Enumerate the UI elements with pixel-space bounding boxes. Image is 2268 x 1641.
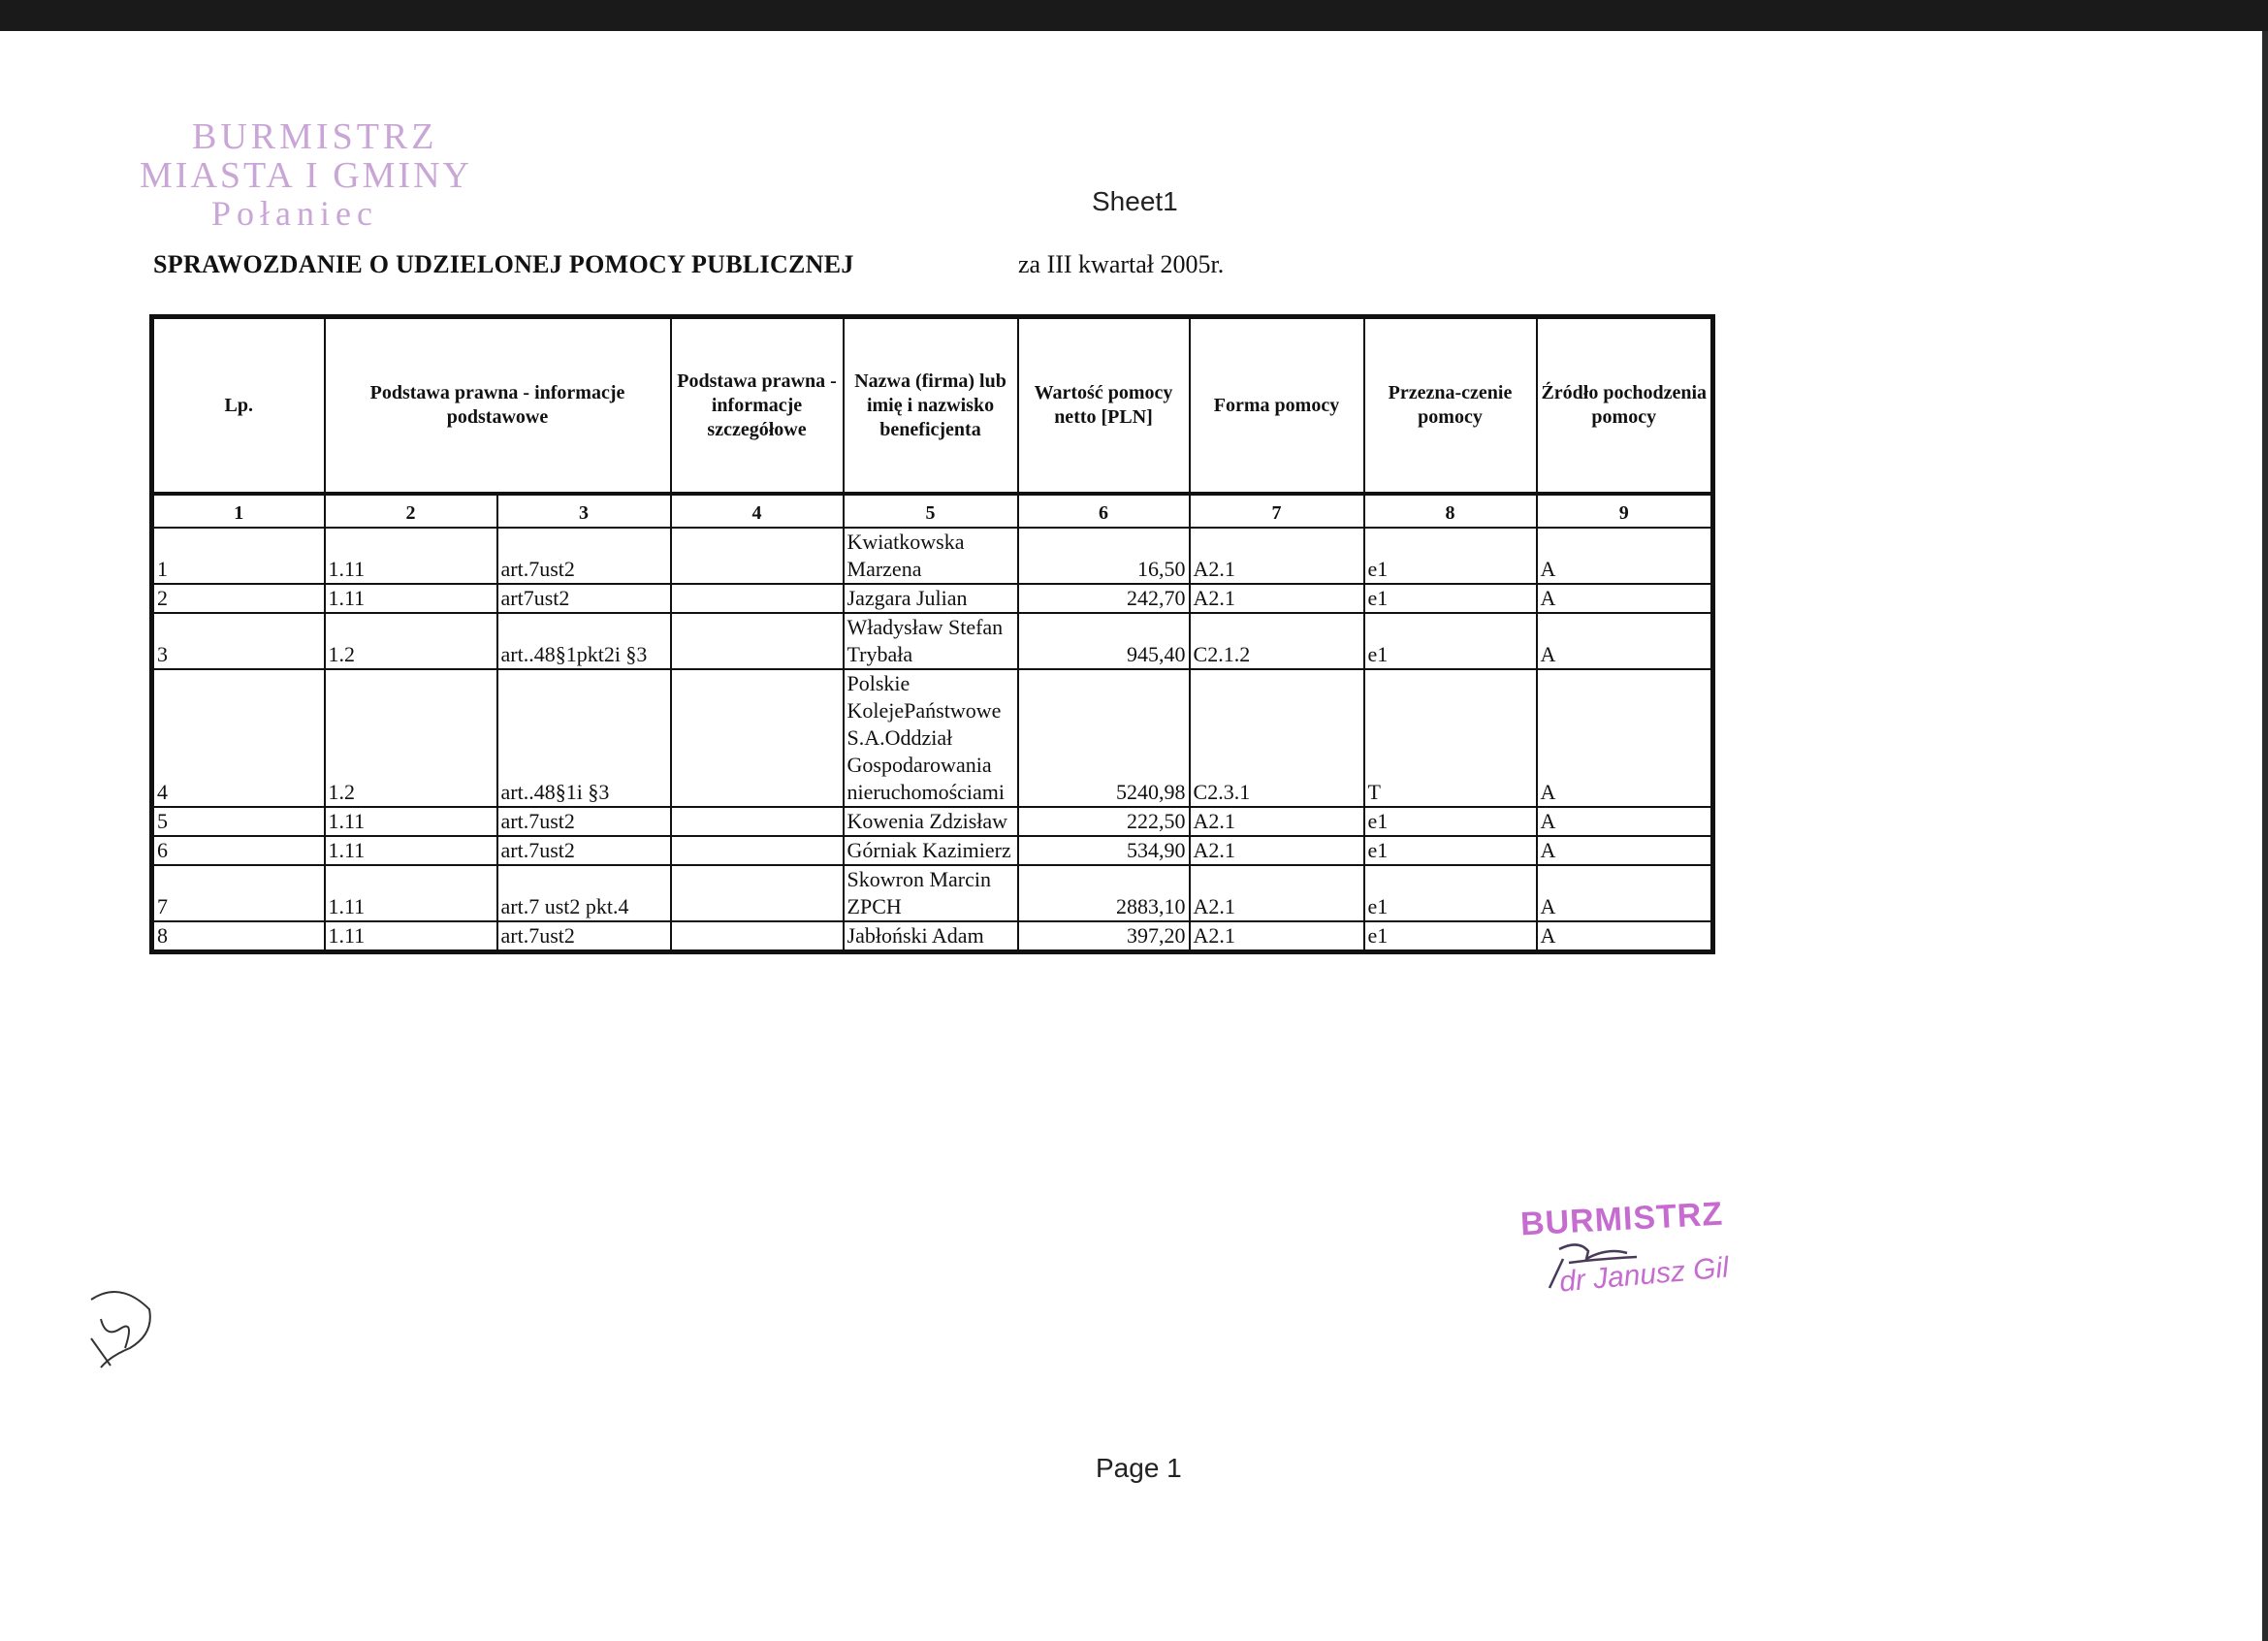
stamp-line-3: Połaniec bbox=[211, 193, 378, 233]
table-row bbox=[152, 921, 1713, 952]
handwritten-mark-icon bbox=[81, 1280, 159, 1377]
cell-lp: 1 bbox=[152, 528, 325, 584]
cell-source: A bbox=[1537, 836, 1713, 865]
cell-basis: 1.11 bbox=[325, 865, 497, 921]
cell-source: A bbox=[1537, 865, 1713, 921]
header-aid-value: Wartość pomocy netto [PLN] bbox=[1018, 317, 1190, 495]
table-row bbox=[152, 528, 1713, 584]
scan-right-border bbox=[2262, 31, 2268, 1641]
cell-detail bbox=[671, 584, 844, 613]
cell-basis: 1.11 bbox=[325, 836, 497, 865]
cell-beneficiary: Jazgara Julian bbox=[844, 584, 1018, 613]
cell-detail bbox=[671, 865, 844, 921]
column-number: 5 bbox=[844, 494, 1018, 528]
cell-form: A2.1 bbox=[1190, 528, 1364, 584]
table-row bbox=[152, 613, 1713, 669]
cell-purpose: e1 bbox=[1364, 584, 1537, 613]
mayor-signature-stamp bbox=[1520, 1191, 1811, 1317]
cell-form: A2.1 bbox=[1190, 807, 1364, 836]
column-number: 4 bbox=[671, 494, 844, 528]
cell-article: art..48§1pkt2i §3 bbox=[497, 613, 671, 669]
report-title: SPRAWOZDANIE O UDZIELONEJ POMOCY PUBLICZNEJ bbox=[153, 250, 854, 278]
header-basic-basis: Podstawa prawna - informacje podstawowe bbox=[325, 317, 671, 495]
cell-detail bbox=[671, 836, 844, 865]
header-detailed-basis: Podstawa prawna - informacje szczegółowe bbox=[671, 317, 844, 495]
cell-basis: 1.11 bbox=[325, 921, 497, 952]
cell-purpose: e1 bbox=[1364, 613, 1537, 669]
cell-value: 16,50 bbox=[1018, 528, 1190, 584]
cell-form: A2.1 bbox=[1190, 584, 1364, 613]
scan-top-border bbox=[0, 0, 2268, 31]
cell-article: art.7ust2 bbox=[497, 836, 671, 865]
cell-value: 945,40 bbox=[1018, 613, 1190, 669]
cell-form: A2.1 bbox=[1190, 921, 1364, 952]
cell-beneficiary: Górniak Kazimierz bbox=[844, 836, 1018, 865]
cell-value: 397,20 bbox=[1018, 921, 1190, 952]
signature-name: dr Janusz Gil bbox=[1557, 1251, 1731, 1299]
cell-purpose: e1 bbox=[1364, 865, 1537, 921]
table-row bbox=[152, 669, 1713, 807]
cell-purpose: e1 bbox=[1364, 807, 1537, 836]
cell-lp: 6 bbox=[152, 836, 325, 865]
cell-form: C2.1.2 bbox=[1190, 613, 1364, 669]
cell-basis: 1.2 bbox=[325, 613, 497, 669]
cell-purpose: e1 bbox=[1364, 921, 1537, 952]
cell-basis: 1.11 bbox=[325, 807, 497, 836]
header-lp: Lp. bbox=[152, 317, 325, 495]
column-number: 3 bbox=[497, 494, 671, 528]
cell-form: A2.1 bbox=[1190, 865, 1364, 921]
cell-purpose: e1 bbox=[1364, 528, 1537, 584]
cell-lp: 8 bbox=[152, 921, 325, 952]
cell-lp: 5 bbox=[152, 807, 325, 836]
column-number: 1 bbox=[152, 494, 325, 528]
signature-stamp-title: BURMISTRZ bbox=[1519, 1195, 1725, 1243]
cell-purpose: e1 bbox=[1364, 836, 1537, 865]
cell-source: A bbox=[1537, 613, 1713, 669]
header-aid-source: Źródło pochodzenia pomocy bbox=[1537, 317, 1713, 495]
table-row bbox=[152, 836, 1713, 865]
cell-basis: 1.11 bbox=[325, 528, 497, 584]
office-stamp bbox=[134, 118, 502, 233]
cell-beneficiary: Jabłoński Adam bbox=[844, 921, 1018, 952]
cell-form: A2.1 bbox=[1190, 836, 1364, 865]
cell-basis: 1.2 bbox=[325, 669, 497, 807]
cell-value: 534,90 bbox=[1018, 836, 1190, 865]
cell-basis: 1.11 bbox=[325, 584, 497, 613]
column-number-row bbox=[152, 494, 1713, 528]
cell-detail bbox=[671, 669, 844, 807]
cell-detail bbox=[671, 613, 844, 669]
cell-source: A bbox=[1537, 807, 1713, 836]
cell-value: 242,70 bbox=[1018, 584, 1190, 613]
cell-article: art.7 ust2 pkt.4 bbox=[497, 865, 671, 921]
cell-form: C2.3.1 bbox=[1190, 669, 1364, 807]
cell-source: A bbox=[1537, 584, 1713, 613]
stamp-line-2: MIASTA I GMINY bbox=[140, 154, 472, 196]
cell-value: 5240,98 bbox=[1018, 669, 1190, 807]
header-aid-purpose: Przezna-czenie pomocy bbox=[1364, 317, 1537, 495]
cell-article: art.7ust2 bbox=[497, 807, 671, 836]
column-number: 7 bbox=[1190, 494, 1364, 528]
cell-beneficiary: Skowron Marcin ZPCH bbox=[844, 865, 1018, 921]
cell-purpose: T bbox=[1364, 669, 1537, 807]
cell-article: art.7ust2 bbox=[497, 921, 671, 952]
cell-beneficiary: Polskie KolejePaństwowe S.A.Oddział Gospodarowania nieruchomościami bbox=[844, 669, 1018, 807]
cell-source: A bbox=[1537, 528, 1713, 584]
table-header-row bbox=[152, 317, 1713, 495]
column-number: 2 bbox=[325, 494, 497, 528]
table-row bbox=[152, 584, 1713, 613]
page-number: Page 1 bbox=[1096, 1453, 1182, 1483]
cell-article: art7ust2 bbox=[497, 584, 671, 613]
cell-source: A bbox=[1537, 669, 1713, 807]
cell-article: art..48§1i §3 bbox=[497, 669, 671, 807]
cell-beneficiary: Władysław Stefan Trybała bbox=[844, 613, 1018, 669]
header-aid-form: Forma pomocy bbox=[1190, 317, 1364, 495]
sheet-title: Sheet1 bbox=[1092, 186, 1178, 216]
report-period: za III kwartał 2005r. bbox=[1018, 250, 1225, 278]
cell-lp: 4 bbox=[152, 669, 325, 807]
cell-detail bbox=[671, 528, 844, 584]
cell-detail bbox=[671, 921, 844, 952]
cell-detail bbox=[671, 807, 844, 836]
cell-article: art.7ust2 bbox=[497, 528, 671, 584]
column-number: 9 bbox=[1537, 494, 1713, 528]
header-beneficiary-name: Nazwa (firma) lub imię i nazwisko beneficjenta bbox=[844, 317, 1018, 495]
cell-lp: 3 bbox=[152, 613, 325, 669]
cell-beneficiary: Kwiatkowska Marzena bbox=[844, 528, 1018, 584]
cell-lp: 7 bbox=[152, 865, 325, 921]
cell-source: A bbox=[1537, 921, 1713, 952]
cell-value: 2883,10 bbox=[1018, 865, 1190, 921]
stamp-line-1: BURMISTRZ bbox=[192, 116, 438, 157]
column-number: 8 bbox=[1364, 494, 1537, 528]
cell-beneficiary: Kowenia Zdzisław bbox=[844, 807, 1018, 836]
table-row bbox=[152, 807, 1713, 836]
aid-table bbox=[149, 314, 1715, 954]
cell-value: 222,50 bbox=[1018, 807, 1190, 836]
column-number: 6 bbox=[1018, 494, 1190, 528]
cell-lp: 2 bbox=[152, 584, 325, 613]
table-row bbox=[152, 865, 1713, 921]
